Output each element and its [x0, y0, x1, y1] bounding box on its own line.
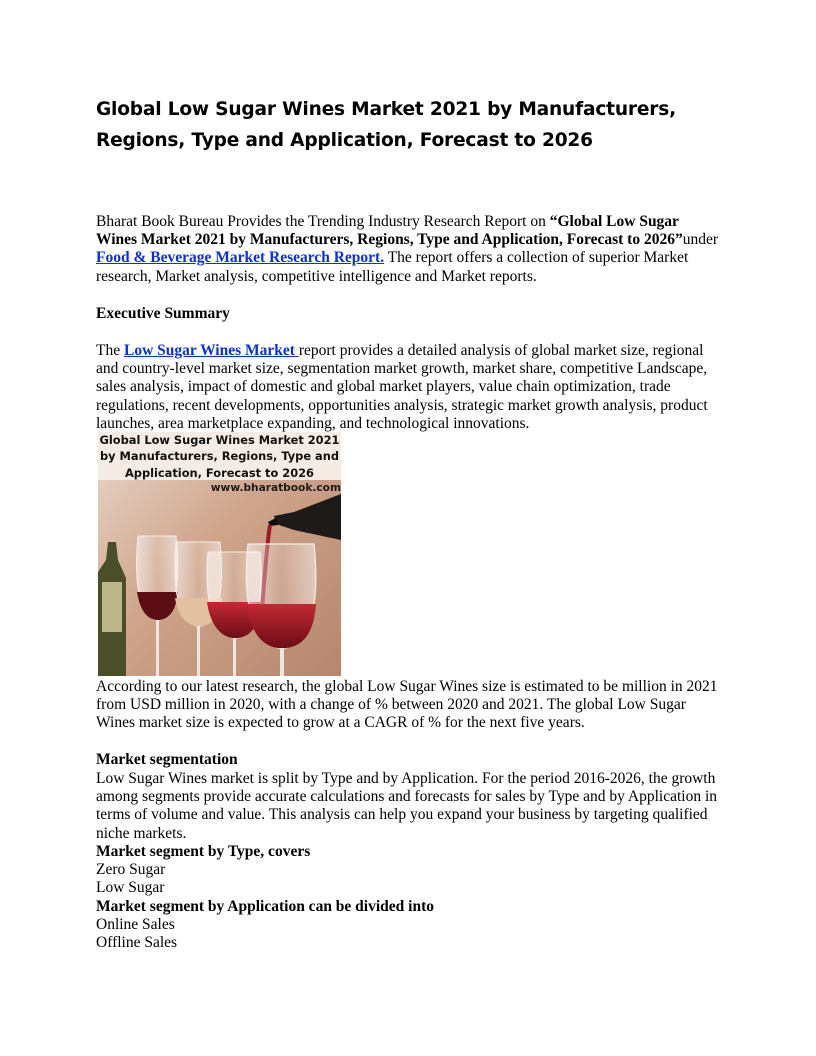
application-item: Offline Sales — [96, 934, 178, 951]
market-segmentation-heading-text: Market segmentation — [96, 751, 238, 768]
report-name: “Global Low Sugar Wines Market 2021 by Manufacturers, Regions, Type and Application, Forecast to 2026” — [96, 213, 683, 249]
intro-suffix: The report offers a collection of superior Market research, Market analysis, competitive intelligence and Market reports. — [96, 249, 689, 285]
segment-by-type-heading-text: Market segment by Type, covers — [96, 843, 311, 860]
research-paragraph: According to our latest research, the global Low Sugar Wines size is estimated to be million in 2021 from USD million in 2020, with a change of % between 2020 and 2021. The global Low Sugar Wines market size is expected to grow at a CAGR of % for the next five years. — [96, 678, 718, 732]
food-beverage-report-link[interactable]: Food & Beverage Market Research Report. — [96, 249, 385, 267]
type-item: Low Sugar — [96, 879, 165, 896]
promo-image — [98, 432, 341, 676]
promo-caption: Global Low Sugar Wines Market 2021 by Manufacturers, Regions, Type and Application, Forecast to 2026 — [99, 433, 340, 480]
type-item: Zero Sugar — [96, 861, 166, 878]
segment-by-application-heading-text: Market segment by Application can be divided into — [96, 898, 435, 915]
segment-by-application-heading — [96, 898, 720, 916]
executive-summary-heading-text: Executive Summary — [96, 305, 230, 322]
intro-under: under — [682, 231, 719, 249]
low-sugar-wines-market-link[interactable]: Low Sugar Wines Market — [123, 342, 299, 359]
executive-summary-heading — [96, 305, 720, 323]
exec-body-text: report provides a detailed analysis of global market size, regional and country-level market size, segmentation market growth, market share, competitive Landscape, sales analysis, impact of domestic and global market players, value chain optimization, trade regulations, recent developments, opportunities analysis, strategic market growth analysis, product launches, area marketplace expanding, and technological innovations. — [96, 342, 708, 432]
segment-by-type-heading — [96, 843, 720, 861]
promo-url: www.bharatbook.com — [210, 482, 341, 494]
exec-prefix: The — [96, 342, 124, 359]
market-segmentation-heading — [96, 751, 720, 769]
intro-paragraph — [96, 213, 720, 286]
market-segmentation-paragraph: Low Sugar Wines market is split by Type and by Application. For the period 2016-2026, the growth among segments provide accurate calculations and forecasts for sales by Type and by Application in terms of volume and value. This analysis can help you expand your business by targeting qualified niche markets. — [96, 770, 718, 842]
executive-summary-paragraph — [96, 342, 720, 433]
application-item: Online Sales — [96, 916, 175, 933]
intro-prefix: Bharat Book Bureau Provides the Trending Industry Research Report on — [96, 213, 550, 230]
page-title: Global Low Sugar Wines Market 2021 by Manufacturers, Regions, Type and Application, Forecast to 2026 — [96, 99, 676, 151]
